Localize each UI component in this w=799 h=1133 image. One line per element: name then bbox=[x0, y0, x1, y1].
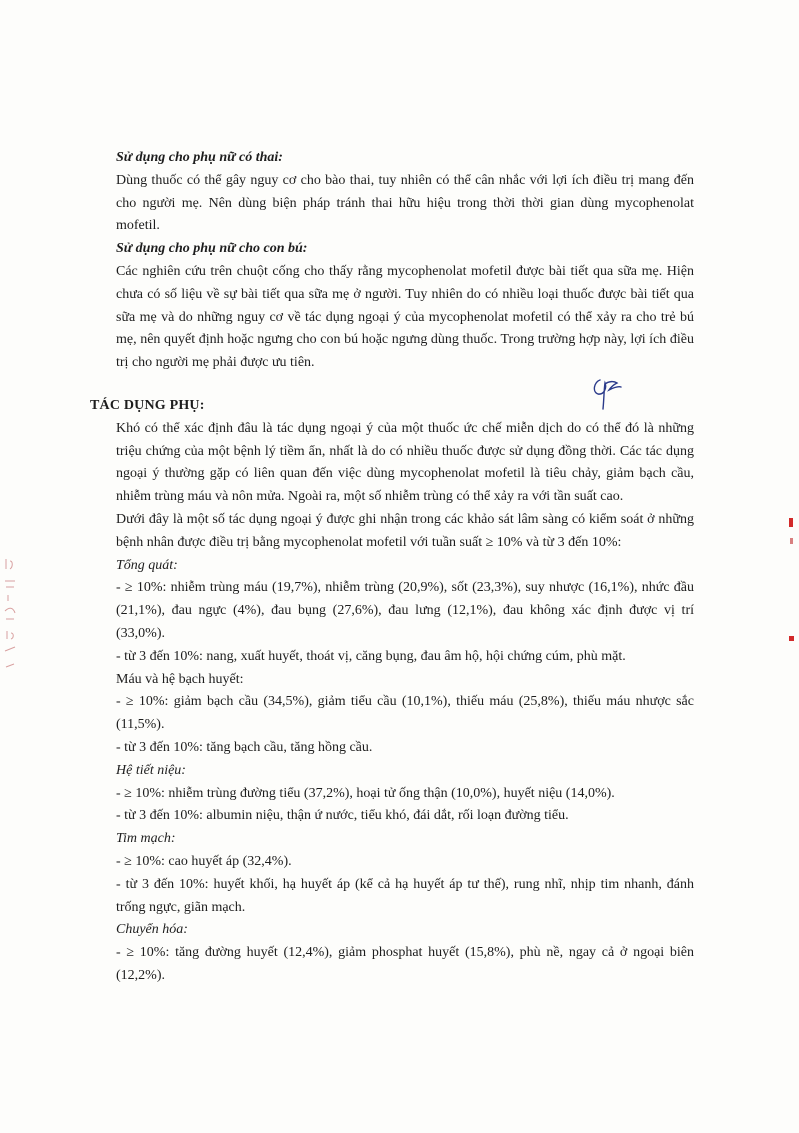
document-body bbox=[90, 147, 694, 988]
paragraph: Khó có thể xác định đâu là tác dụng ngoại ý của một thuốc ức chế miễn dịch do có thể đó là những triệu chứng của một bệnh lý tiềm ẩn, nhất là do có nhiều thuốc được sử dụng đồng thời. Các tác dụng ngoại ý thường gặp có liên quan đến việc dùng mycophenolat mofetil là tiêu chảy, giảm bạch cầu, nhiễm trùng máu và nôn mửa. Ngoài ra, một số nhiễm trùng có thể xảy ra với tần suất cao. bbox=[116, 420, 694, 505]
paragraph: - ≥ 10%: cao huyết áp (32,4%). bbox=[116, 853, 292, 869]
spacer bbox=[116, 375, 694, 393]
category-heading: Chuyển hóa: bbox=[116, 922, 188, 938]
paragraph: Dùng thuốc có thể gây nguy cơ cho bào thai, tuy nhiên có thể cân nhắc với lợi ích điều trị mang đến cho người mẹ. Nên dùng biện pháp tránh thai hữu hiệu trong thời thời gian dùng mycophenolat mofetil. bbox=[116, 172, 694, 234]
subsection-heading: Sử dụng cho phụ nữ có thai: bbox=[116, 150, 283, 165]
paragraph: - ≥ 10%: nhiễm trùng máu (19,7%), nhiễm trùng (20,9%), sốt (23,3%), suy nhược (16,1%), nhức đầu (21,1%), đau ngực (4%), đau bụng (27,6%), đau lưng (12,1%), đau không xác định được vị trí (33,0%). bbox=[116, 580, 694, 641]
paragraph: - ≥ 10%: nhiễm trùng đường tiểu (37,2%), hoại tử ống thận (10,0%), huyết niệu (14,0%). bbox=[116, 785, 615, 801]
paragraph: Dưới đây là một số tác dụng ngoại ý được ghi nhận trong các khảo sát lâm sàng có kiểm soát ở những bệnh nhân được điều trị bằng mycophenolat mofetil với tuần suất ≥ 10% và từ 3 đến 10%: bbox=[116, 511, 694, 550]
edge-mark-2 bbox=[790, 538, 793, 544]
category-heading: Tim mạch: bbox=[116, 831, 176, 847]
category-heading: Tổng quát: bbox=[116, 557, 178, 573]
category-heading: Hệ tiết niệu: bbox=[116, 762, 186, 778]
paragraph: - ≥ 10%: giảm bạch cầu (34,5%), giảm tiểu cầu (10,1%), thiếu máu (25,8%), thiếu máu nhược sắc (11,5%). bbox=[116, 694, 694, 733]
edge-mark-1 bbox=[789, 518, 793, 527]
paragraph: - từ 3 đến 10%: huyết khối, hạ huyết áp (kể cả hạ huyết áp tư thế), rung nhĩ, nhịp tim nhanh, đánh trống ngực, giãn mạch. bbox=[116, 876, 694, 915]
paragraph: - ≥ 10%: tăng đường huyết (12,4%), giảm phosphat huyết (15,8%), phù nề, ngay cả ở ngoại biên (12,2%). bbox=[116, 945, 694, 983]
subsection-heading: Sử dụng cho phụ nữ cho con bú: bbox=[116, 241, 308, 257]
edge-mark-3 bbox=[789, 636, 794, 641]
left-stamp-fragment bbox=[0, 555, 24, 685]
category-heading: Máu và hệ bạch huyết: bbox=[116, 671, 244, 687]
paragraph: Các nghiên cứu trên chuột cống cho thấy rằng mycophenolat mofetil được bài tiết qua sữa mẹ. Hiện chưa có số liệu về sự bài tiết qua sữa mẹ ở người. Tuy nhiên do có nhiều loại thuốc được bài tiết qua sữa mẹ và do những nguy cơ về tác dụng ngoại ý của mycophenolat mofetil có thể xảy ra cho trẻ bú mẹ, nên quyết định hoặc ngưng cho con bú hoặc ngưng dùng thuốc. Trong trường hợp này, lợi ích điều trị cho người mẹ phải được ưu tiên. bbox=[116, 263, 694, 371]
section-title: TÁC DỤNG PHỤ: bbox=[90, 397, 205, 413]
paragraph: - từ 3 đến 10%: albumin niệu, thận ứ nước, tiểu khó, đái dắt, rối loạn đường tiểu. bbox=[116, 808, 569, 824]
paragraph: - từ 3 đến 10%: nang, xuất huyết, thoát vị, căng bụng, đau âm hộ, hội chứng cúm, phù mặt. bbox=[116, 648, 626, 664]
paragraph: - từ 3 đến 10%: tăng bạch cầu, tăng hồng cầu. bbox=[116, 739, 373, 755]
